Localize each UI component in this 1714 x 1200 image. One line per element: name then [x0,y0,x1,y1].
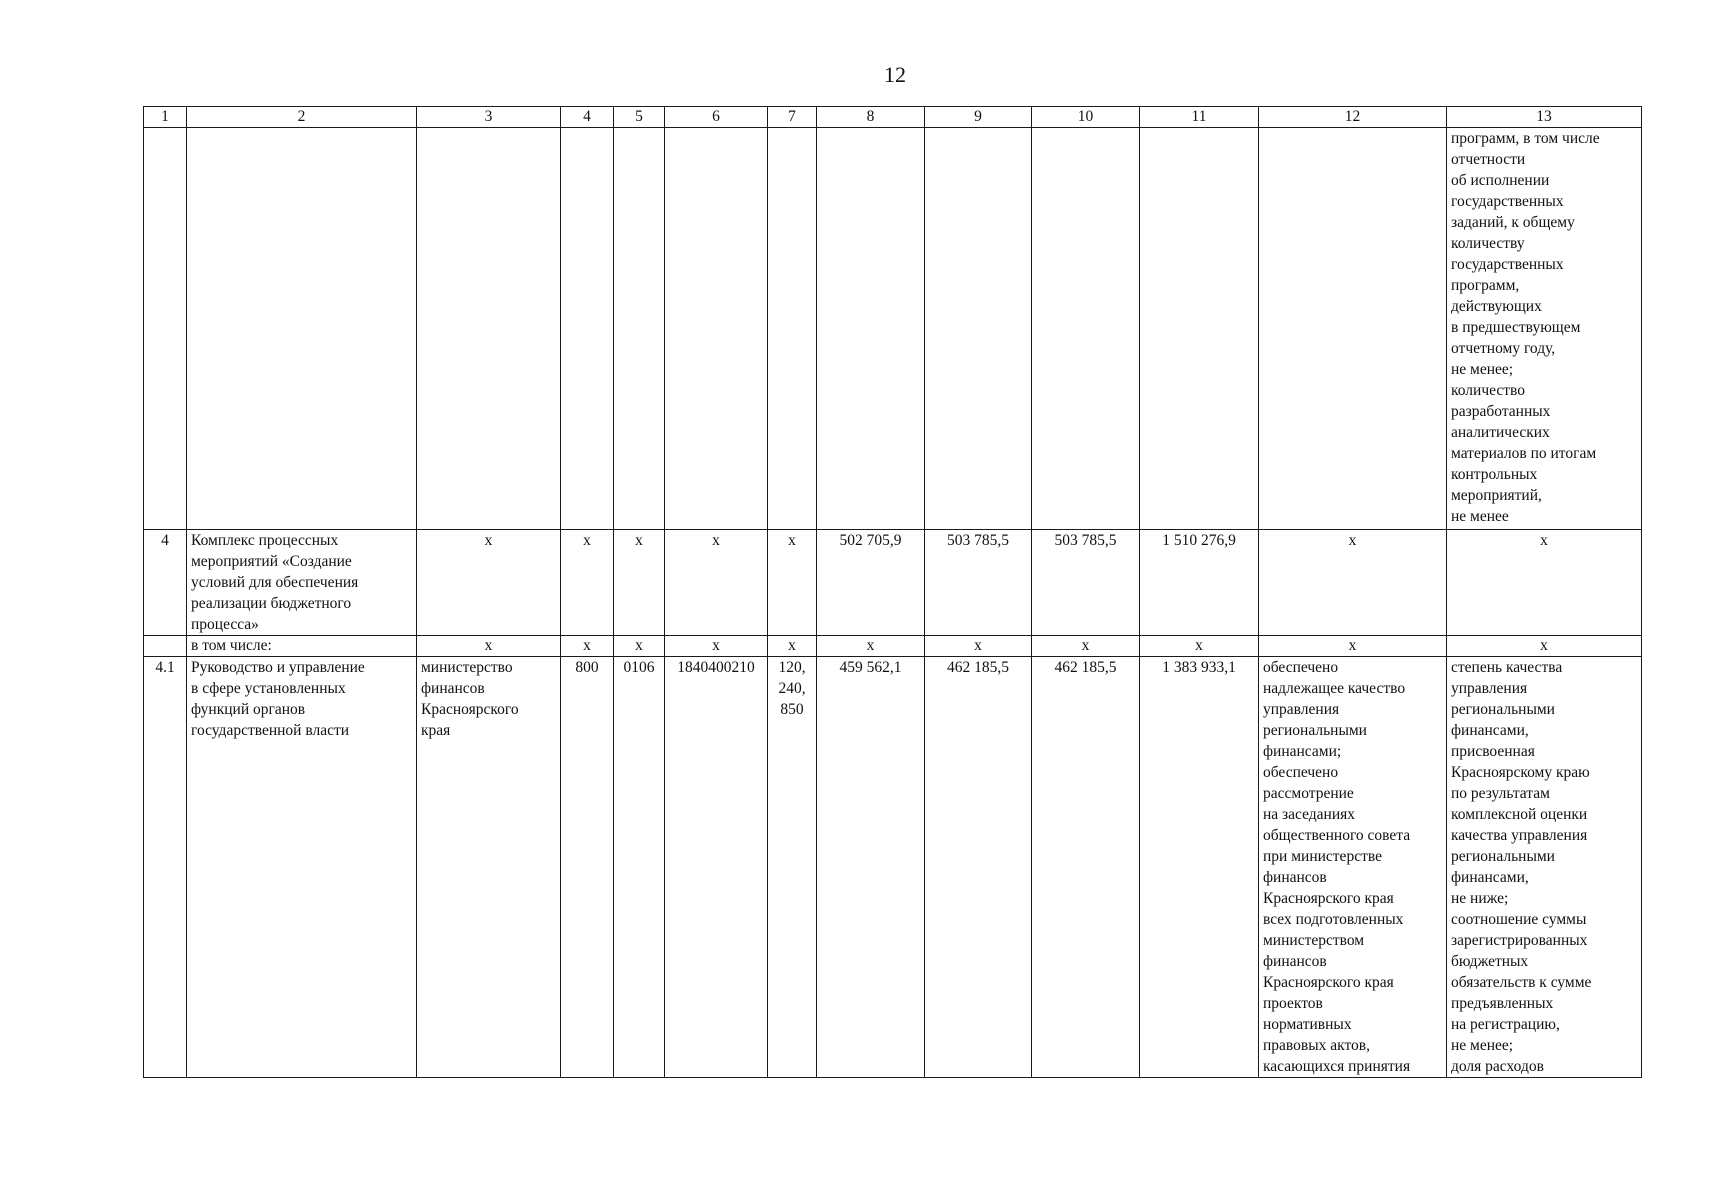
cell-col8: х [817,636,925,657]
code-col6: 1840400210 [665,657,768,1078]
amount-col9: 462 185,5 [925,657,1032,1078]
cell-col5: х [614,636,665,657]
cell-col6: х [665,530,768,636]
indicator-text: программ, в том числе отчетности об исполнении государственных заданий, к общему количеству государственных программ, действующих в предшествующем отчетному году, не менее; количество разработанных аналитических материалов по итогам контрольных мероприятий, не менее [1447,128,1642,530]
code-col5: 0106 [614,657,665,1078]
amount-col9: 503 785,5 [925,530,1032,636]
cell-col11: х [1140,636,1259,657]
header-cell: 4 [561,107,614,128]
cell-col9: х [925,636,1032,657]
cell-col4: х [561,530,614,636]
table-row-4 [144,530,1642,636]
cell-col3: х [417,636,561,657]
header-cell: 7 [768,107,817,128]
cell-col6: х [665,636,768,657]
table-row-continuation [144,128,1642,530]
header-cell: 13 [1447,107,1642,128]
cell-col7: х [768,636,817,657]
header-cell: 8 [817,107,925,128]
column-number-header-row [144,107,1642,128]
header-cell: 9 [925,107,1032,128]
code-col4: 800 [561,657,614,1078]
row-number: 4 [144,530,187,636]
amount-col10: 503 785,5 [1032,530,1140,636]
code-col7: 120, 240, 850 [768,657,817,1078]
responsible-body: министерство финансов Красноярского края [417,657,561,1078]
header-cell: 11 [1140,107,1259,128]
amount-col10: 462 185,5 [1032,657,1140,1078]
amount-col11: 1 510 276,9 [1140,530,1259,636]
table-row-4-1 [144,657,1642,1078]
cell-col10: х [1032,636,1140,657]
including-label: в том числе: [187,636,417,657]
header-cell: 6 [665,107,768,128]
page-number: 12 [884,62,906,87]
expected-result: обеспечено надлежащее качество управления региональными финансами; обеспечено рассмотрение на заседаниях общественного совета при министерстве финансов Красноярского края всех подготовленных министерством финансов Красноярского края проектов нормативных правовых актов, касающихся принятия [1259,657,1447,1078]
row-name: Руководство и управление в сфере установленных функций органов государственной власти [187,657,417,1078]
amount-col11: 1 383 933,1 [1140,657,1259,1078]
cell-col12: х [1259,636,1447,657]
header-cell: 10 [1032,107,1140,128]
cell-col7: х [768,530,817,636]
cell-col4: х [561,636,614,657]
document-table [143,106,1642,1078]
header-cell: 12 [1259,107,1447,128]
row-name: Комплекс процессных мероприятий «Создание условий для обеспечения реализации бюджетного процесса» [187,530,417,636]
header-cell: 1 [144,107,187,128]
amount-col8: 459 562,1 [817,657,925,1078]
header-cell: 2 [187,107,417,128]
table-row-including [144,636,1642,657]
cell-col13: х [1447,530,1642,636]
cell-col5: х [614,530,665,636]
cell-col12: х [1259,530,1447,636]
row-number: 4.1 [144,657,187,1078]
cell-col13: х [1447,636,1642,657]
amount-col8: 502 705,9 [817,530,925,636]
header-cell: 5 [614,107,665,128]
indicator-text: степень качества управления региональными финансами, присвоенная Красноярскому краю по результатам комплексной оценки качества управления региональными финансами, не ниже; соотношение суммы зарегистрированных бюджетных обязательств к сумме предъявленных на регистрацию, не менее; доля расходов [1447,657,1642,1078]
header-cell: 3 [417,107,561,128]
cell-col3: х [417,530,561,636]
